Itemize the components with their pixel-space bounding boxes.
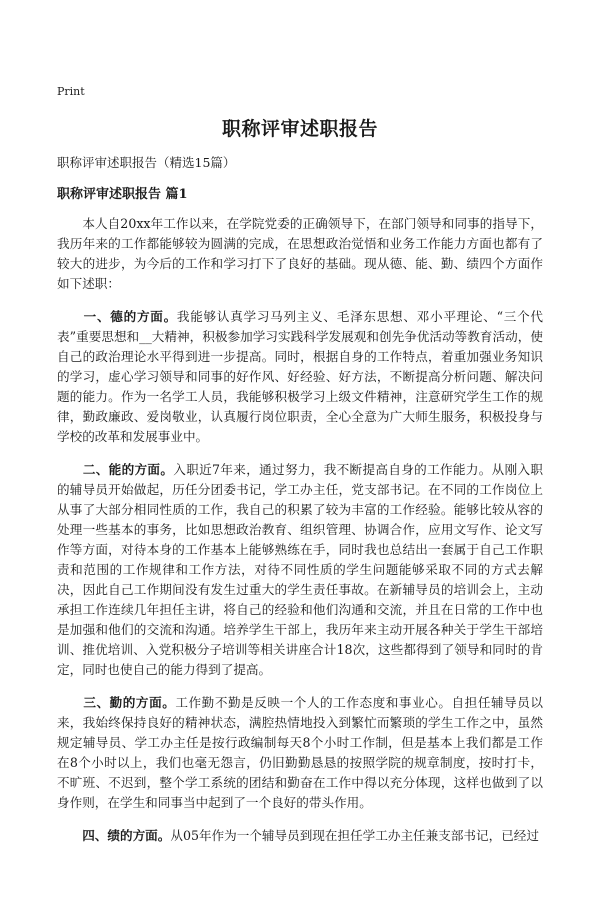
print-link[interactable]: Print xyxy=(57,85,85,98)
section-heading: 职称评审述职报告 篇1 xyxy=(57,187,188,202)
paragraph-text: 本人自20xx年工作以来，在学院党委的正确领导下，在部门领导和同事的指导下，我历年来的工作都能够较为圆满的完成，在思想政治觉悟和业务工作能力方面也都有了较大的进步，为今后的工作和学习打下了良好的基础。现从德、能、勤、绩四个方面作如下述职： xyxy=(57,216,544,291)
paragraph-ji xyxy=(57,826,543,846)
paragraph-text: 工作勤不勤是反映一个人的工作态度和事业心。自担任辅导员以来，我始终保持良好的精神状态，满腔热情地投入到繁忙而繁琐的学生工作之中，虽然规定辅导员、学工办主任是按行政编制每天8个小时工作制，但是基本上我们都是工作在8个小时以上，我们也毫无怨言，仍旧勤勤恳恳的按照学院的规章制度，按时打卡，不旷班、不迟到，整个学工系统的团结和勤奋在工作中得以充分体现，这样也做到了以身作则，在学生和同事当中起到了一个良好的带头作用。 xyxy=(57,695,544,810)
document-title: 职称评审述职报告 xyxy=(221,118,378,140)
paragraph-lead: 四、绩的方面。 xyxy=(82,828,171,843)
paragraph-lead: 三、勤的方面。 xyxy=(83,695,176,710)
paragraph-lead: 一、德的方面。 xyxy=(83,309,177,324)
document-body xyxy=(57,214,543,859)
paragraph-intro xyxy=(57,214,543,294)
paragraph-text: 入职近7年来，通过努力，我不断提高自身的工作能力。从刚入职的辅导员开始做起，历任分团委书记，学工办主任，党支部书记。在不同的工作岗位上从事了大部分相同性质的工作，我自己的积累了较为丰富的工作经验。能够比较从容的处理一些基本的事务，比如思想政治教育、组织管理、协调合作，应用文写作、论文写作等方面，对待本身的工作基本上能够熟练在手，同时我也总结出一套属于自己工作职责和范围的工作规律和工作方法，对待不同性质的学生问题能够采取不同的方式去解决，因此自己工作期间没有发生过重大的学生责任事故。在新辅导员的培训会上，主动承担工作连续几年担任主讲，将自己的经验和他们沟通和交流，并且在日常的工作中也是加强和他们的交流和沟通。培养学生干部上，我历年来主动开展各种关于学生干部培训、推优培训、入党积极分子培训等相关讲座合计18次，这些都得到了领导和同时的肯定，同时也使自己的能力得到了提高。 xyxy=(57,462,544,677)
paragraph-text: 我能够认真学习马列主义、毛泽东思想、邓小平理论、“三个代表”重要思想和__大精神，积极参加学习实践科学发展观和创先争优活动等教育活动，使自己的政治理论水平得到进一步提高。同时，根据自身的工作特点，着重加强业务知识的学习，虚心学习领导和同事的好作风、好经验、好方法，不断提高分析问题、解决问题的能力。作为一名学工人员，我能够积极学习上级文件精神，注意研究学生工作的规律，勤政廉政、爱岗敬业，认真履行岗位职责，全心全意为广大师生服务，积极投身与学校的改革和发展事业中。 xyxy=(57,309,544,444)
paragraph-qin xyxy=(57,693,543,813)
paragraph-neng xyxy=(57,460,543,680)
paragraph-lead: 二、能的方面。 xyxy=(82,462,174,477)
paragraph-de xyxy=(57,307,543,447)
paragraph-text: 从05年作为一个辅导员到现在担任学工办主任兼支部书记，已经过 xyxy=(170,828,539,843)
document-subtitle: 职称评审述职报告（精选15篇） xyxy=(57,155,236,170)
